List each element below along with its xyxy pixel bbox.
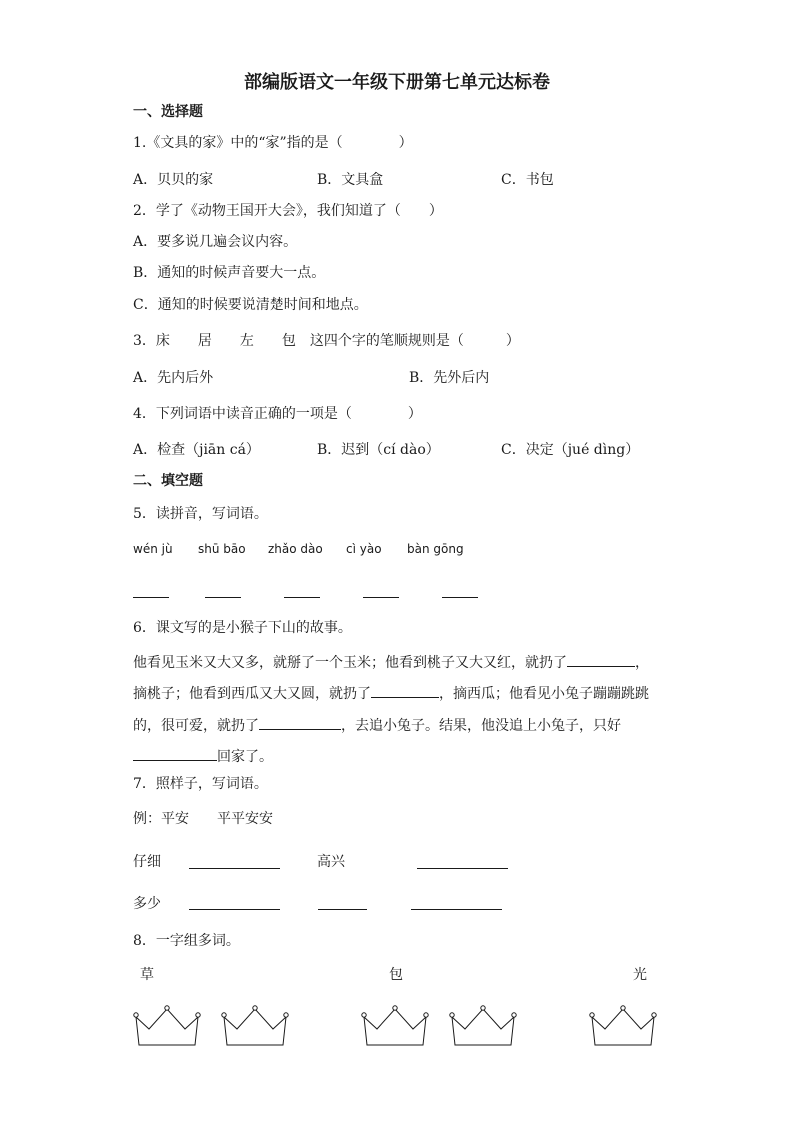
- question-6-line-1: [133, 652, 649, 670]
- question-4-option-b: B．迟到（cí dào）: [317, 442, 440, 458]
- question-2-option-a: A．要多说几遍会议内容。: [133, 234, 298, 250]
- question-1-option-a: A．贝贝的家: [133, 172, 214, 188]
- pinyin-5: bàn gōng: [407, 542, 464, 556]
- question-3-stem: 3．床 居 左 包 这四个字的笔顺规则是（ ）: [133, 333, 520, 349]
- answer-blank[interactable]: [567, 652, 635, 667]
- pinyin-2: shū bāo: [198, 542, 246, 556]
- question-4-option-c: C．决定（jué dìng）: [501, 442, 640, 458]
- question-6-stem: 6．课文写的是小猴子下山的故事。: [133, 620, 352, 636]
- question-6-text: 回家了。: [217, 749, 273, 765]
- answer-line-word-2[interactable]: [417, 868, 508, 869]
- question-3-option-a: A．先内后外: [133, 370, 214, 386]
- example-label: 例：平安: [133, 811, 189, 827]
- answer-line-pinyin-1[interactable]: [133, 597, 169, 598]
- example-answer: 平平安安: [217, 811, 273, 827]
- question-6-text: 他看见玉米又大又多，就掰了一个玉米；他看到桃子又大又红，就扔了: [133, 655, 567, 671]
- crown-icon[interactable]: [361, 1005, 429, 1047]
- question-6-text: ，摘西瓜；他看见小兔子蹦蹦跳跳: [439, 686, 649, 702]
- question-6-text: ，: [635, 655, 649, 671]
- question-6-text: 的，很可爱，就扔了: [133, 718, 259, 734]
- answer-line-word-5[interactable]: [411, 909, 502, 910]
- char-guang: 光: [633, 967, 647, 983]
- word-gaoxing: 高兴: [317, 854, 345, 870]
- answer-blank[interactable]: [133, 746, 217, 761]
- answer-line-pinyin-2[interactable]: [205, 597, 241, 598]
- answer-line-pinyin-4[interactable]: [363, 597, 399, 598]
- char-bao: 包: [389, 967, 403, 983]
- section-heading-choice: 一、选择题: [133, 104, 203, 120]
- char-cao: 草: [140, 967, 154, 983]
- crown-icon[interactable]: [589, 1005, 657, 1047]
- question-5-stem: 5．读拼音，写词语。: [133, 506, 268, 522]
- crown-icon[interactable]: [133, 1005, 201, 1047]
- question-1-option-c: C．书包: [501, 172, 554, 188]
- question-6-line-2: [133, 683, 649, 701]
- question-4-stem: 4．下列词语中读音正确的一项是（ ）: [133, 406, 422, 422]
- question-8-stem: 8．一字组多词。: [133, 933, 240, 949]
- question-6-text: ，去追小兔子。结果，他没追上小兔子，只好: [341, 718, 621, 734]
- answer-blank[interactable]: [371, 683, 439, 698]
- section-heading-fill: 二、填空题: [133, 473, 203, 489]
- question-1-option-b: B．文具盒: [317, 172, 384, 188]
- question-6-text: 摘桃子；他看到西瓜又大又圆，就扔了: [133, 686, 371, 702]
- question-7-stem: 7．照样子，写词语。: [133, 776, 268, 792]
- question-4-option-a: A．检查（jiān cá）: [133, 442, 260, 458]
- answer-line-word-4[interactable]: [318, 909, 367, 910]
- page-title: 部编版语文一年级下册第七单元达标卷: [244, 72, 550, 93]
- answer-line-pinyin-3[interactable]: [284, 597, 320, 598]
- pinyin-1: wén jù: [133, 542, 173, 556]
- crown-icon[interactable]: [449, 1005, 517, 1047]
- question-1-stem: 1.《文具的家》中的“家”指的是（ ）: [133, 135, 413, 151]
- question-6-line-4: [133, 746, 273, 764]
- pinyin-3: zhǎo dào: [268, 542, 323, 556]
- word-xixi: 仔细: [133, 854, 161, 870]
- question-2-stem: 2．学了《动物王国开大会》，我们知道了（ ）: [133, 203, 443, 219]
- crown-icon[interactable]: [221, 1005, 289, 1047]
- question-6-line-3: [133, 715, 621, 733]
- question-3-option-b: B．先外后内: [409, 370, 490, 386]
- pinyin-4: cì yào: [346, 542, 382, 556]
- answer-blank[interactable]: [259, 715, 341, 730]
- answer-line-word-3[interactable]: [189, 909, 280, 910]
- question-2-option-b: B．通知的时候声音要大一点。: [133, 265, 326, 281]
- answer-line-pinyin-5[interactable]: [442, 597, 478, 598]
- question-2-option-c: C．通知的时候要说清楚时间和地点。: [133, 297, 368, 313]
- answer-line-word-1[interactable]: [189, 868, 280, 869]
- word-duoshao: 多少: [133, 896, 161, 912]
